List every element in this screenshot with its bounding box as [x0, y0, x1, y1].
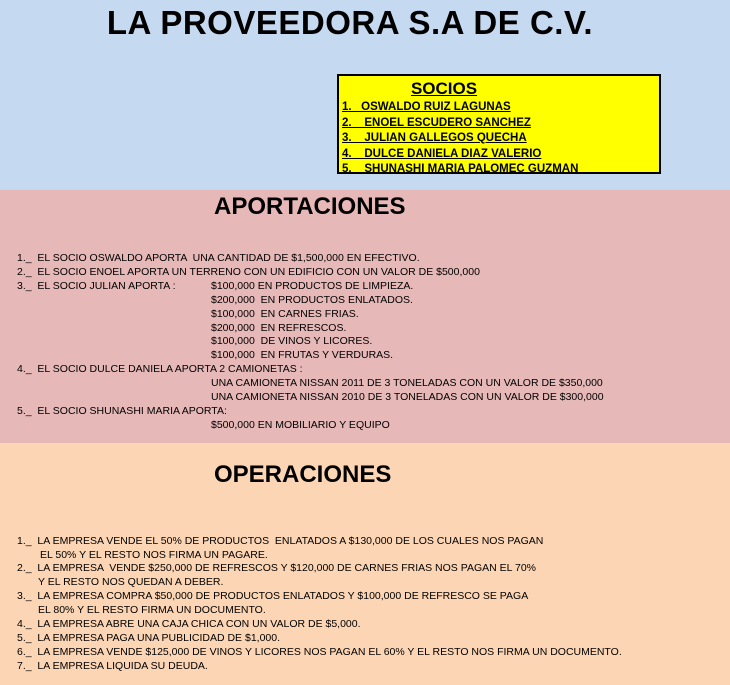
- operacion-line: 6._ LA EMPRESA VENDE $125,000 DE VINOS Y LICORES NOS PAGAN EL 60% Y EL RESTO NOS FIRMA UN DOCUMENTO.: [17, 646, 622, 658]
- aportaciones-heading: APORTACIONES: [214, 193, 406, 220]
- socio-item: 4._ DULCE DANIELA DIAZ VALERIO: [342, 147, 542, 160]
- socios-heading: SOCIOS: [410, 79, 478, 98]
- aportacion-line: $100,000 EN PRODUCTOS DE LIMPIEZA.: [211, 280, 414, 292]
- socio-item: 3._ JULIAN GALLEGOS QUECHA: [342, 132, 527, 144]
- page-title: LA PROVEEDORA S.A DE C.V.: [106, 4, 594, 41]
- socios-box: [337, 74, 661, 174]
- operacion-line: 4._ LA EMPRESA ABRE UNA CAJA CHICA CON UN VALOR DE $5,000.: [17, 618, 361, 630]
- socio-item: 1. OSWALDO RUIZ LAGUNAS: [342, 101, 511, 113]
- aportacion-line: 5._ EL SOCIO SHUNASHI MARIA APORTA:: [17, 405, 227, 417]
- operacion-line: 2._ LA EMPRESA VENDE $250,000 DE REFRESCOS Y $120,000 DE CARNES FRIAS NOS PAGAN EL 70%: [17, 562, 537, 574]
- operacion-line: EL 80% Y EL RESTO FIRMA UN DOCUMENTO.: [38, 604, 266, 616]
- aportacion-line: $100,000 DE VINOS Y LICORES.: [211, 335, 373, 347]
- operacion-line: EL 50% Y EL RESTO NOS FIRMA UN PAGARE.: [40, 549, 268, 561]
- aportacion-line: $100,000 EN FRUTAS Y VERDURAS.: [211, 349, 394, 361]
- operacion-line: 5._ LA EMPRESA PAGA UNA PUBLICIDAD DE $1,000.: [17, 632, 281, 644]
- aportacion-line: $500,000 EN MOBILIARIO Y EQUIPO: [211, 419, 390, 431]
- aportacion-line: $200,000 EN PRODUCTOS ENLATADOS.: [211, 294, 413, 306]
- aportacion-line: 3._ EL SOCIO JULIAN APORTA :: [17, 280, 176, 292]
- socios-list: [342, 100, 578, 178]
- aportacion-line: $200,000 EN REFRESCOS.: [211, 322, 347, 334]
- operacion-line: 7._ LA EMPRESA LIQUIDA SU DEUDA.: [17, 660, 208, 672]
- aportacion-line: 4._ EL SOCIO DULCE DANIELA APORTA 2 CAMIONETAS :: [17, 363, 303, 375]
- operacion-line: 3._ LA EMPRESA COMPRA $50,000 DE PRODUCTOS ENLATADOS Y $100,000 DE REFRESCO SE PAGA: [17, 590, 529, 602]
- aportacion-line: UNA CAMIONETA NISSAN 2011 DE 3 TONELADAS CON UN VALOR DE $350,000: [211, 377, 603, 389]
- aportacion-line: $100,000 EN CARNES FRIAS.: [211, 308, 359, 320]
- operacion-line: 1._ LA EMPRESA VENDE EL 50% DE PRODUCTOS ENLATADOS A $130,000 DE LOS CUALES NOS PAGAN: [17, 535, 544, 547]
- socio-item: 5._ SHUNASHI MARIA PALOMEC GUZMAN: [342, 163, 579, 175]
- aportacion-line: UNA CAMIONETA NISSAN 2010 DE 3 TONELADAS CON UN VALOR DE $300,000: [211, 391, 604, 403]
- operacion-line: Y EL RESTO NOS QUEDAN A DEBER.: [38, 576, 224, 588]
- operaciones-heading: OPERACIONES: [214, 461, 392, 488]
- socio-item: 2._ ENOEL ESCUDERO SANCHEZ: [342, 116, 531, 129]
- aportacion-line: 2._ EL SOCIO ENOEL APORTA UN TERRENO CON UN EDIFICIO CON UN VALOR DE $500,000: [17, 266, 480, 278]
- aportacion-line: 1._ EL SOCIO OSWALDO APORTA UNA CANTIDAD DE $1,500,000 EN EFECTIVO.: [17, 252, 420, 264]
